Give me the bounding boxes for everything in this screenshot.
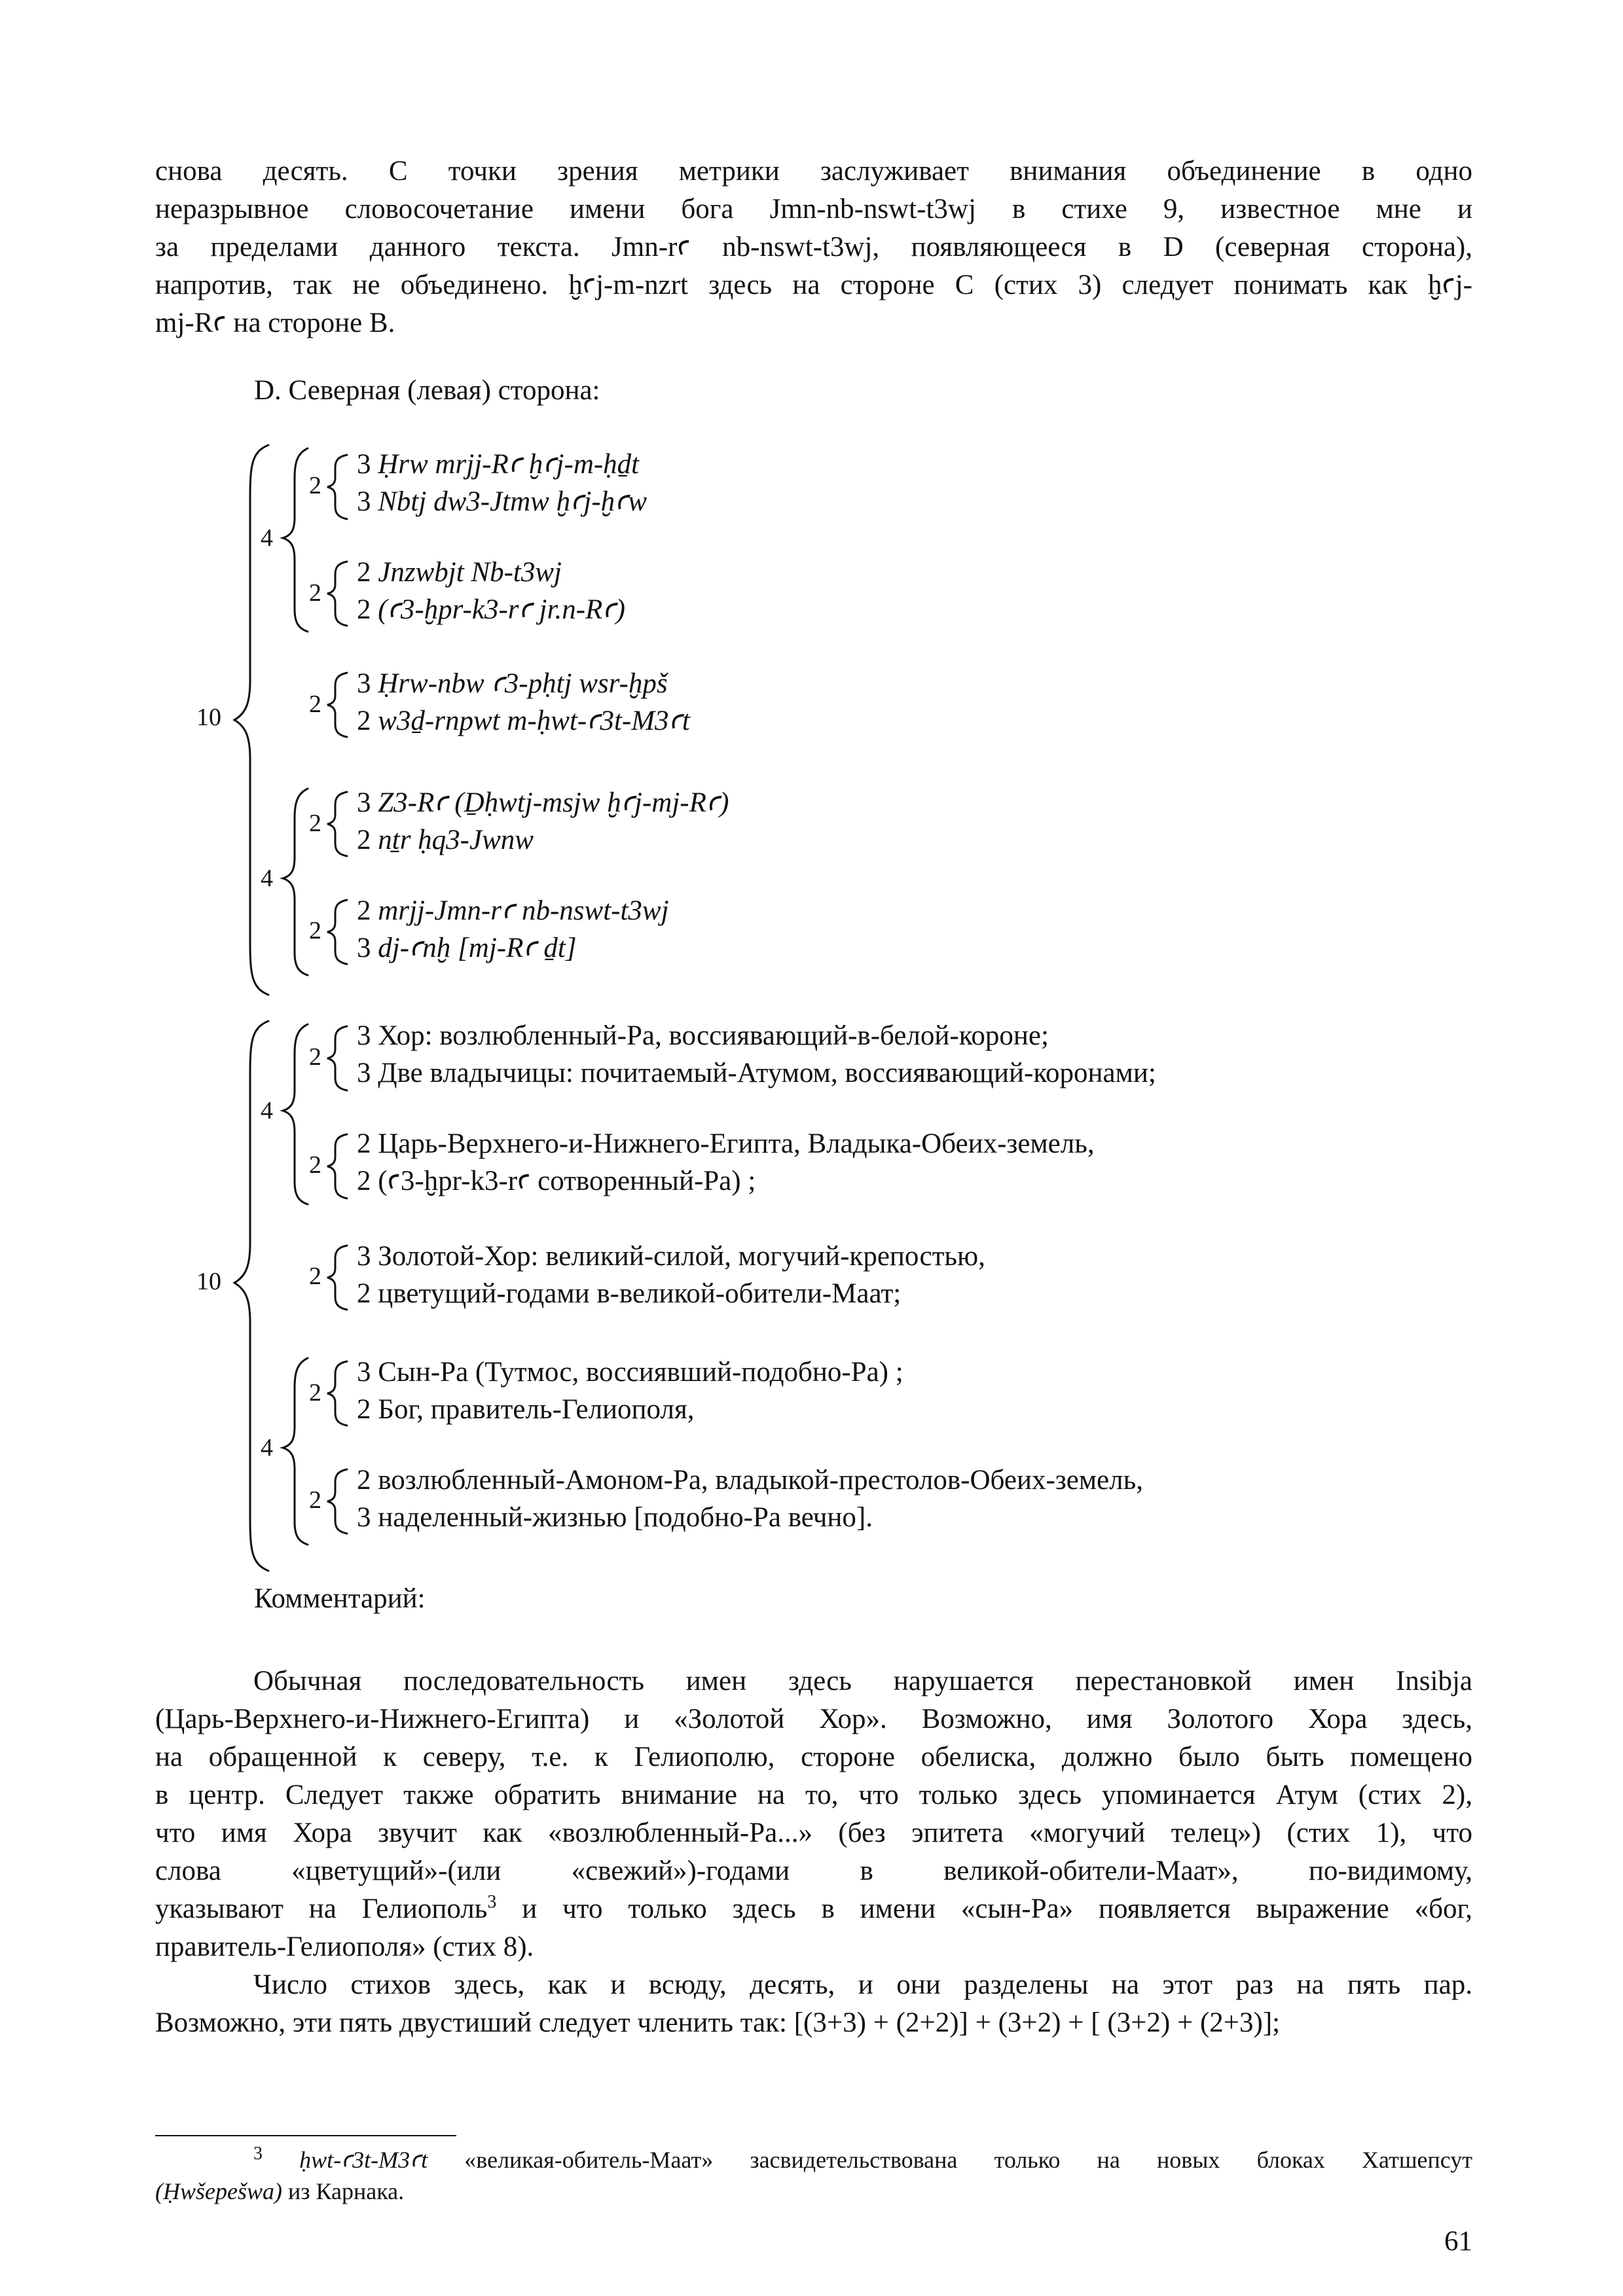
outer-count: 10 [196,1268,221,1295]
intro-paragraph [155,152,1472,342]
group-count: 4 [261,865,273,892]
footnote [155,2144,1472,2207]
comment-line: в центр. Следует также обратить внимание на то, что только здесь упоминается Атум (стих 2), [155,1780,1472,1810]
comment-line: (Царь-Верхнего-и-Нижнего-Египта) и «Золотой Хор». Возможно, имя Золотого Хора здесь, [155,1704,1472,1734]
verse-text: Nbtj dw3-Jtmw ḫꜥj-ḫꜥw [378,486,647,517]
intro-line: неразрывное словосочетание имени бога Jmn-nb-nswt-t3wj в стихе 9, известное мне и [155,194,1472,224]
verse-count: 3 [357,933,371,963]
verse-text: Хор: возлюбленный-Ра, воссиявающий-в-белой-короне; [378,1020,1049,1051]
page-number: 61 [1444,2226,1472,2257]
translation-line [357,1464,1143,1497]
verse-text: Z3-Rꜥ (Ḏḥwtj-msjw ḫꜥj-mj-Rꜥ) [378,787,729,818]
verse-count: 3 [357,1357,371,1388]
verse-text: mrjj-Jmn-rꜥ nb-nswt-t3wj [378,895,669,926]
verse-count: 3 [357,668,371,699]
verse-count: 2 [357,1394,371,1425]
verse-text: dj-ꜥnḫ [mj-Rꜥ ḏt] [378,933,577,963]
pair-count: 2 [309,1486,321,1514]
verse-count: 3 [357,1020,371,1051]
translit-line [357,932,577,965]
verse-count: 3 [357,449,371,480]
verse-count: 2 [357,557,371,588]
intro-line: снова десять. С точки зрения метрики заслуживает внимания объединение в одно [155,156,1472,187]
pair-count: 2 [309,691,321,718]
closing-line: Возможно, эти пять двустиший следует членить так: [(3+3) + (2+2)] + (3+2) + [ (3+2) + (2+3)]; [155,2007,1281,2038]
footnote-term-2: (Ḥwšepešwa) [155,2178,282,2204]
pair-count: 2 [309,579,321,607]
verse-text: (ꜥ3-ḫpr-k3-rꜥ jr.n-Rꜥ) [378,594,625,625]
footnote-text: «великая-обитель-Маат» засвидетельствована только на новых блоках Хатшепсут [464,2147,1473,2173]
pair-brace [327,792,347,856]
verse-count: 3 [357,1502,371,1533]
section-heading: D. Северная (левая) сторона: [254,375,600,406]
pair-count: 2 [309,810,321,837]
comment-line: правитель-Гелиополя» (стих 8). [155,1931,534,1962]
verse-text: Золотой-Хор: великий-силой, могучий-крепостью, [378,1241,985,1272]
translit-line [357,787,729,819]
intro-line: за пределами данного текста. Jmn-rꜥ nb-nswt-t3wj, появляющееся в D (северная сторона), [155,232,1472,262]
pair-count: 2 [309,1379,321,1407]
pair-count: 2 [309,917,321,944]
verse-count: 2 [357,895,371,926]
comment-line: что имя Хора звучит как «возлюбленный-Ра...» (без эпитета «могучий телец») (стих 1), что [155,1818,1472,1848]
translit-line [357,705,690,738]
verse-count: 3 [357,1058,371,1088]
pair-brace [327,1469,347,1534]
footnote-term: ḥwt-ꜥ3t-M3ꜥt [299,2147,428,2173]
pair-count: 2 [309,1151,321,1179]
verse-text: Бог, правитель-Гелиополя, [378,1394,695,1425]
verse-text: Jnzwbjt Nb-t3wj [378,557,562,588]
intro-line: mj-Rꜥ на стороне В. [155,308,395,338]
footnote-text-2: из Карнака. [287,2178,405,2204]
verse-text: w3ḏ-rnpwt m-ḥwt-ꜥ3t-M3ꜥt [378,706,690,736]
group-count: 4 [261,1434,273,1462]
verse-text: Царь-Верхнего-и-Нижнего-Египта, Владыка-Обеих-земель, [378,1128,1095,1159]
verse-text: Две владычицы: почитаемый-Атумом, воссиявающий-коронами; [378,1058,1156,1088]
comment-line: слова «цветущий»-(или «свежий»)-годами в великой-обители-Маат», по-видимому, [155,1856,1472,1886]
verse-count: 3 [357,486,371,517]
pair-brace [327,455,347,519]
group-brace-translation-1 [283,1024,308,1204]
translation-line [357,1393,694,1426]
pair-brace [327,900,347,964]
comment-heading: Комментарий: [254,1583,426,1614]
pair-brace [327,1026,347,1090]
pair-brace [327,1246,347,1310]
group-count: 4 [261,1097,273,1124]
verse-text: nṯr ḥq3-Jwnw [378,825,534,855]
closing-line: Число стихов здесь, как и всюду, десять, и они разделены на этот раз на пять пар. [253,1969,1472,2000]
pair-brace [327,673,347,737]
verse-text: наделенный-жизнью [подобно-Ра вечно]. [378,1502,873,1533]
group-brace-translation-2 [283,1358,308,1545]
verse-count: 2 [357,1128,371,1159]
pair-brace [327,562,347,626]
pair-count: 2 [309,1263,321,1290]
pair-brace [327,1361,347,1426]
translit-line [357,556,562,589]
pair-brace [327,1134,347,1198]
verse-text: Сын-Ра (Тутмос, воссиявший-подобно-Ра) ; [378,1357,903,1388]
verse-text: цветущий-годами в-великой-обители-Маат; [378,1278,902,1309]
translit-line [357,668,668,700]
verse-count: 2 [357,1465,371,1496]
comment-paragraph [155,1662,1472,2042]
translation-line [357,1165,756,1198]
translation-line [357,1501,873,1534]
translation-line [357,1356,903,1389]
verse-count: 2 [357,1166,371,1196]
translation-line [357,1128,1095,1160]
verse-count: 3 [357,1241,371,1272]
translation-line [357,1240,985,1273]
translit-line [357,895,669,927]
group-count: 4 [261,524,273,552]
translit-line [357,448,639,481]
group-brace-translit-1 [283,448,308,632]
verse-count: 3 [357,787,371,818]
comment-line: Обычная последовательность имен здесь нарушается перестановкой имен Insibja [253,1666,1472,1696]
pair-count: 2 [309,472,321,499]
translation-line [357,1057,1156,1090]
outer-count: 10 [196,704,221,731]
footnote-ref[interactable]: 3 [487,1892,497,1912]
verse-count: 2 [357,1278,371,1309]
translit-line [357,824,534,857]
verse-text: Ḥrw mrjj-Rꜥ ḫꜥj-m-ḥḏt [378,449,640,480]
comment-line: на обращенной к северу, т.е. к Гелиополю, стороне обелиска, должно было быть помещено [155,1742,1472,1772]
verse-text: (ꜥ3-ḫpr-k3-rꜥ сотворенный-Ра) ; [378,1166,756,1196]
group-brace-translit-2 [283,789,308,975]
translit-line [357,594,625,626]
pair-count: 2 [309,1043,321,1071]
verse-text: возлюбленный-Амоном-Ра, владыкой-престолов-Обеих-земель, [378,1465,1143,1496]
footnote-rule [155,2135,456,2136]
comment-line: указывают на Гелиополь$^3$ и что только здесь в имени «сын-Ра» появляется выражение «бог, [155,1892,1473,1924]
footnote-mark: 3 [253,2144,263,2164]
translit-line [357,486,647,518]
intro-line: напротив, так не объединено. ḫꜥj-m-nzrt здесь на стороне С (стих 3) следует понимать как ḫꜥj- [155,270,1472,300]
verse-count: 2 [357,594,371,625]
translation-line [357,1020,1049,1052]
verse-count: 2 [357,825,371,855]
verse-text: Ḥrw-nbw ꜥ3-pḥtj wsr-ḫpš [378,668,668,699]
translation-line [357,1278,901,1310]
verse-count: 2 [357,706,371,736]
